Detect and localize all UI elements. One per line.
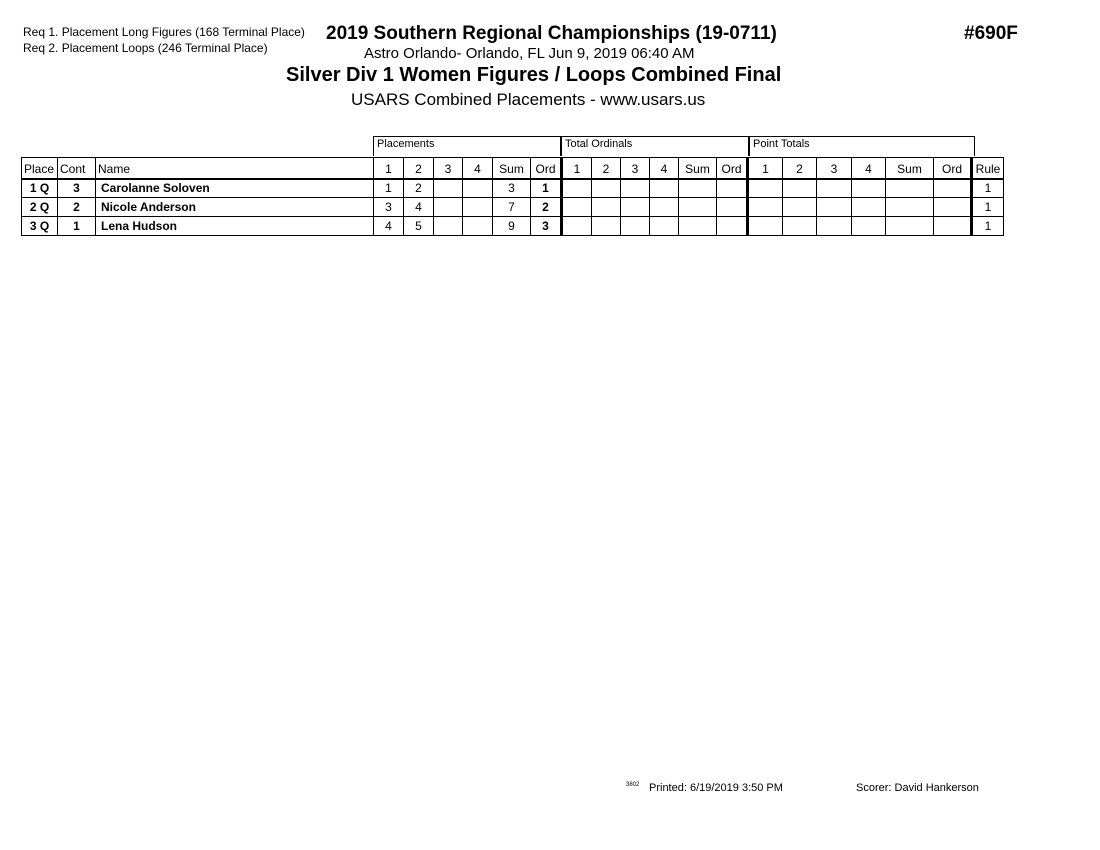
col-cont: Cont [58,158,96,179]
points-cell [783,217,817,236]
points-cell [852,198,886,217]
ordinal-cell [717,179,748,198]
placement-1: 1 [374,179,404,198]
points-cell [886,217,934,236]
division-title: Silver Div 1 Women Figures / Loops Combined Final [286,64,782,86]
ordinal-cell [679,179,717,198]
points-cell [886,198,934,217]
points-cell [934,179,972,198]
points-cell [748,179,783,198]
ordinal-cell [650,179,679,198]
row-cont: 3 [58,179,96,198]
row-rule: 1 [972,198,1004,217]
row-place: 1 Q [22,179,58,198]
row-cont: 1 [58,217,96,236]
requirement-1: Req 1. Placement Long Figures (168 Terminal Place) [23,25,305,39]
ordinal-cell [650,217,679,236]
ordinal-cell [592,179,621,198]
col-points-2: 2 [783,158,817,179]
col-points-3: 3 [817,158,852,179]
placement-sum: 7 [493,198,531,217]
points-cell [817,217,852,236]
placement-sum: 3 [493,179,531,198]
ordinal-cell [679,217,717,236]
group-placements: Placements [373,136,561,156]
placement-ord: 3 [531,217,562,236]
group-total-ordinals: Total Ordinals [561,136,749,156]
ordinal-cell [621,217,650,236]
placement-2: 2 [404,179,434,198]
col-ordinal-4: 4 [650,158,679,179]
placement-ord: 2 [531,198,562,217]
row-place: 3 Q [22,217,58,236]
ordinal-cell [679,198,717,217]
table-row [22,179,1004,198]
points-cell [852,179,886,198]
skater-name: Lena Hudson [96,217,374,236]
points-cell [748,198,783,217]
placement-ord: 1 [531,179,562,198]
placement-2: 4 [404,198,434,217]
col-points-4: 4 [852,158,886,179]
placement-4 [463,217,493,236]
col-points-ord: Ord [934,158,972,179]
points-cell [934,198,972,217]
group-point-totals: Point Totals [749,136,975,156]
ordinal-cell [621,198,650,217]
points-cell [886,179,934,198]
row-rule: 1 [972,217,1004,236]
placement-1: 4 [374,217,404,236]
scorer-name: Scorer: David Hankerson [856,782,979,794]
row-rule: 1 [972,179,1004,198]
points-cell [852,217,886,236]
col-points-sum: Sum [886,158,934,179]
col-ordinal-ord: Ord [717,158,748,179]
row-cont: 2 [58,198,96,217]
points-cell [934,217,972,236]
col-placement-4: 4 [463,158,493,179]
skater-name: Nicole Anderson [96,198,374,217]
event-title: 2019 Southern Regional Championships (19-0711) [326,23,777,44]
header-row [22,158,1004,179]
col-ordinal-1: 1 [562,158,592,179]
placement-3 [434,217,463,236]
table-row [22,217,1004,236]
placement-1: 3 [374,198,404,217]
col-ordinal-3: 3 [621,158,650,179]
ordinal-cell [562,217,592,236]
placement-sum: 9 [493,217,531,236]
skater-name: Carolanne Soloven [96,179,374,198]
col-ordinal-2: 2 [592,158,621,179]
row-place: 2 Q [22,198,58,217]
col-placement-ord: Ord [531,158,562,179]
col-ordinal-sum: Sum [679,158,717,179]
ordinal-cell [592,217,621,236]
col-name: Name [96,158,374,179]
venue-line: Astro Orlando- Orlando, FL Jun 9, 2019 06:40 AM [364,45,695,62]
event-number: #690F [964,23,1018,44]
points-cell [817,179,852,198]
placement-4 [463,179,493,198]
ordinal-cell [717,198,748,217]
printed-timestamp: Printed: 6/19/2019 3:50 PM [649,782,783,794]
ordinal-cell [562,179,592,198]
col-placement-sum: Sum [493,158,531,179]
points-cell [748,217,783,236]
results-table [21,157,1004,236]
col-rule: Rule [972,158,1004,179]
points-cell [783,179,817,198]
subtitle: USARS Combined Placements - www.usars.us [351,90,706,109]
placement-2: 5 [404,217,434,236]
col-placement-1: 1 [374,158,404,179]
col-place: Place [22,158,58,179]
placement-3 [434,179,463,198]
ordinal-cell [562,198,592,217]
table-row [22,198,1004,217]
requirement-2: Req 2. Placement Loops (246 Terminal Place) [23,41,268,55]
ordinal-cell [650,198,679,217]
col-placement-2: 2 [404,158,434,179]
placement-4 [463,198,493,217]
footer-code: 3802 [626,782,640,788]
col-points-1: 1 [748,158,783,179]
points-cell [783,198,817,217]
ordinal-cell [621,179,650,198]
col-placement-3: 3 [434,158,463,179]
placement-3 [434,198,463,217]
points-cell [817,198,852,217]
ordinal-cell [717,217,748,236]
ordinal-cell [592,198,621,217]
